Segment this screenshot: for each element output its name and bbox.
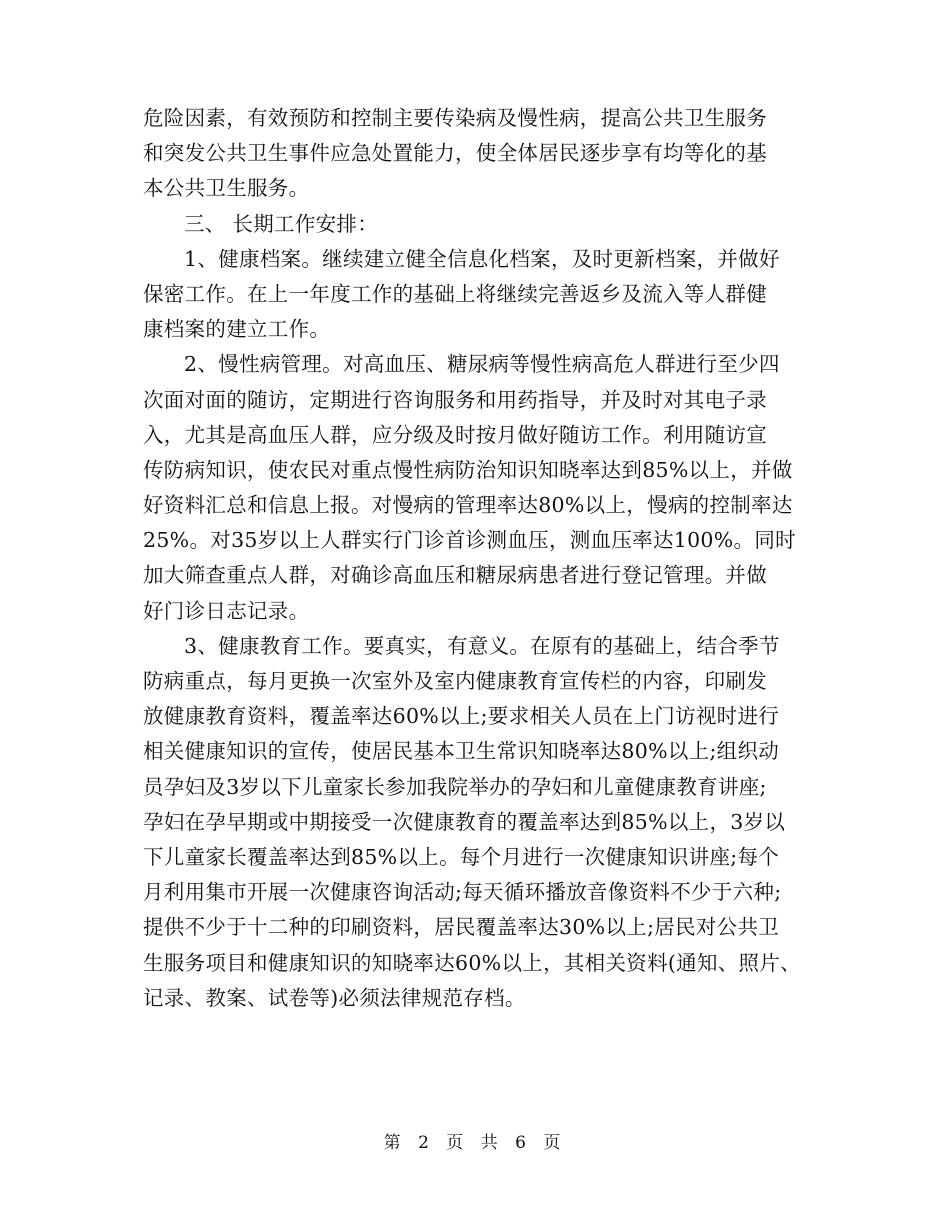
body-line: 加大筛查重点人群，对确诊高血压和糖尿病患者进行登记管理。并做 bbox=[143, 563, 767, 588]
body-line: 2、慢性病管理。对高血压、糖尿病等慢性病高危人群进行至少四 bbox=[184, 352, 780, 377]
body-line: 传防病知识，使农民对重点慢性病防治知识知晓率达到85%以上，并做 bbox=[143, 457, 793, 482]
page-number: 第 2 页 共 6 页 bbox=[383, 1133, 567, 1153]
body-line: 提供不少于十二种的印刷资料，居民覆盖率达30%以上;居民对公共卫 bbox=[143, 915, 780, 940]
body-line: 孕妇在孕早期或中期接受一次健康教育的覆盖率达到85%以上，3岁以 bbox=[143, 809, 786, 834]
body-line: 相关健康知识的宣传，使居民基本卫生常识知晓率达80%以上;组织动 bbox=[143, 739, 780, 764]
body-line: 生服务项目和健康知识的知晓率达60%以上，其相关资料(通知、照片、 bbox=[143, 950, 801, 975]
body-line: 放健康教育资料，覆盖率达60%以上;要求相关人员在上门访视时进行 bbox=[143, 704, 780, 729]
body-line: 1、健康档案。继续建立健全信息化档案，及时更新档案，并做好 bbox=[184, 246, 780, 271]
body-line: 记录、教案、试卷等)必须法律规范存档。 bbox=[143, 985, 526, 1010]
body-line: 本公共卫生服务。 bbox=[143, 176, 310, 201]
body-line: 康档案的建立工作。 bbox=[143, 317, 331, 342]
body-line: 次面对面的随访，定期进行咨询服务和用药指导，并及时对其电子录 bbox=[143, 387, 767, 412]
section-heading: 三、 长期工作安排： bbox=[184, 211, 379, 236]
document-body bbox=[143, 101, 808, 1016]
body-line: 入，尤其是高血压人群，应分级及时按月做好随访工作。利用随访宣 bbox=[143, 422, 767, 447]
body-line: 保密工作。在上一年度工作的基础上将继续完善返乡及流入等人群健 bbox=[143, 281, 767, 306]
body-line: 月利用集市开展一次健康咨询活动;每天循环播放音像资料不少于六种; bbox=[143, 880, 782, 905]
body-line: 下儿童家长覆盖率达到85%以上。每个月进行一次健康知识讲座;每个 bbox=[143, 844, 780, 869]
body-line: 危险因素，有效预防和控制主要传染病及慢性病，提高公共卫生服务 bbox=[143, 106, 767, 130]
body-line: 和突发公共卫生事件应急处置能力，使全体居民逐步享有均等化的基 bbox=[143, 141, 767, 166]
body-line: 好资料汇总和信息上报。对慢病的管理率达80%以上，慢病的控制率达 bbox=[143, 493, 793, 518]
body-line: 好门诊日志记录。 bbox=[143, 598, 310, 623]
body-line: 3、健康教育工作。要真实，有意义。在原有的基础上，结合季节 bbox=[184, 633, 780, 658]
body-line: 25%。对35岁以上人群实行门诊首诊测血压，测血压率达100%。同时 bbox=[143, 528, 796, 553]
body-line: 员孕妇及3岁以下儿童家长参加我院举办的孕妇和儿童健康教育讲座; bbox=[143, 774, 767, 799]
body-line: 防病重点，每月更换一次室外及室内健康教育宣传栏的内容，印刷发 bbox=[143, 669, 767, 693]
